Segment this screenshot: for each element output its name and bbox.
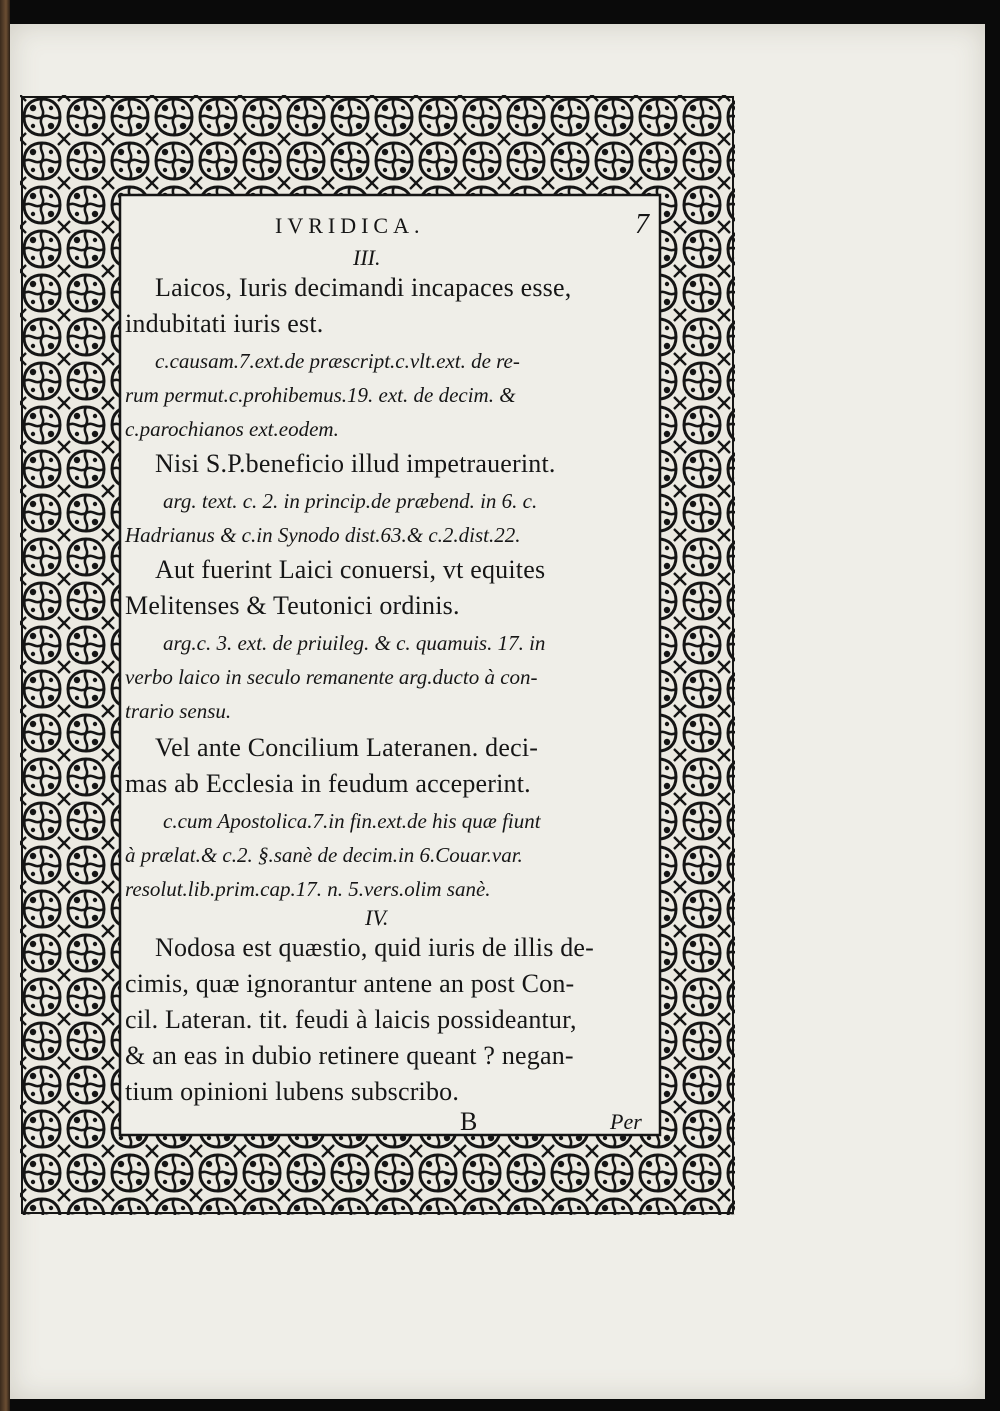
text-line: & an eas in dubio retinere queant ? negan- [125,1041,574,1070]
page-number: 7 [635,209,649,240]
citation-line: Hadrianus & c.in Synodo dist.63.& c.2.dist.22. [125,523,521,547]
text-line: mas ab Ecclesia in feudum acceperint. [125,769,531,798]
citation-line: à prælat.& c.2. §.sanè de decim.in 6.Couar.var. [125,843,523,867]
text-line: Nodosa est quæstio, quid iuris de illis de- [155,933,595,962]
text-block [125,205,655,1135]
citation-line: c.cum Apostolica.7.in fin.ext.de his quæ fiunt [163,809,541,833]
signature-mark: B [460,1107,478,1136]
citation-line: resolut.lib.prim.cap.17. n. 5.vers.olim sanè. [125,877,491,901]
book-binding-edge [0,0,10,1411]
section-number: IV. [365,905,389,930]
running-head: IVRIDICA. [275,213,425,238]
text-line: cil. Lateran. tit. feudi à laicis possideantur, [125,1005,577,1034]
catchword: Per [610,1109,642,1134]
text-line: Nisi S.P.beneficio illud impetrauerint. [155,449,556,478]
citation-line: arg. text. c. 2. in princip.de præbend. in 6. c. [163,489,538,513]
citation-line: verbo laico in seculo remanente arg.ducto à con- [125,665,538,689]
text-line: Aut fuerint Laici conuersi, vt equites [155,555,546,584]
text-line: Melitenses & Teutonici ordinis. [125,591,460,620]
text-line: indubitati iuris est. [125,309,324,338]
text-line: cimis, quæ ignorantur antene an post Con- [125,969,575,998]
text-line: Vel ante Concilium Lateranen. deci- [155,733,539,762]
citation-line: trario sensu. [125,699,232,723]
citation-line: c.causam.7.ext.de præscript.c.vlt.ext. de re- [155,349,520,373]
citation-line: arg.c. 3. ext. de priuileg. & c. quamuis. 17. in [163,631,546,655]
text-line: tium opinioni lubens subscribo. [125,1077,460,1106]
citation-line: rum permut.c.prohibemus.19. ext. de decim. & [125,383,516,407]
section-number: III. [353,245,381,270]
text-line: Laicos, Iuris decimandi incapaces esse, [155,273,572,302]
citation-line: c.parochianos ext.eodem. [125,417,339,441]
